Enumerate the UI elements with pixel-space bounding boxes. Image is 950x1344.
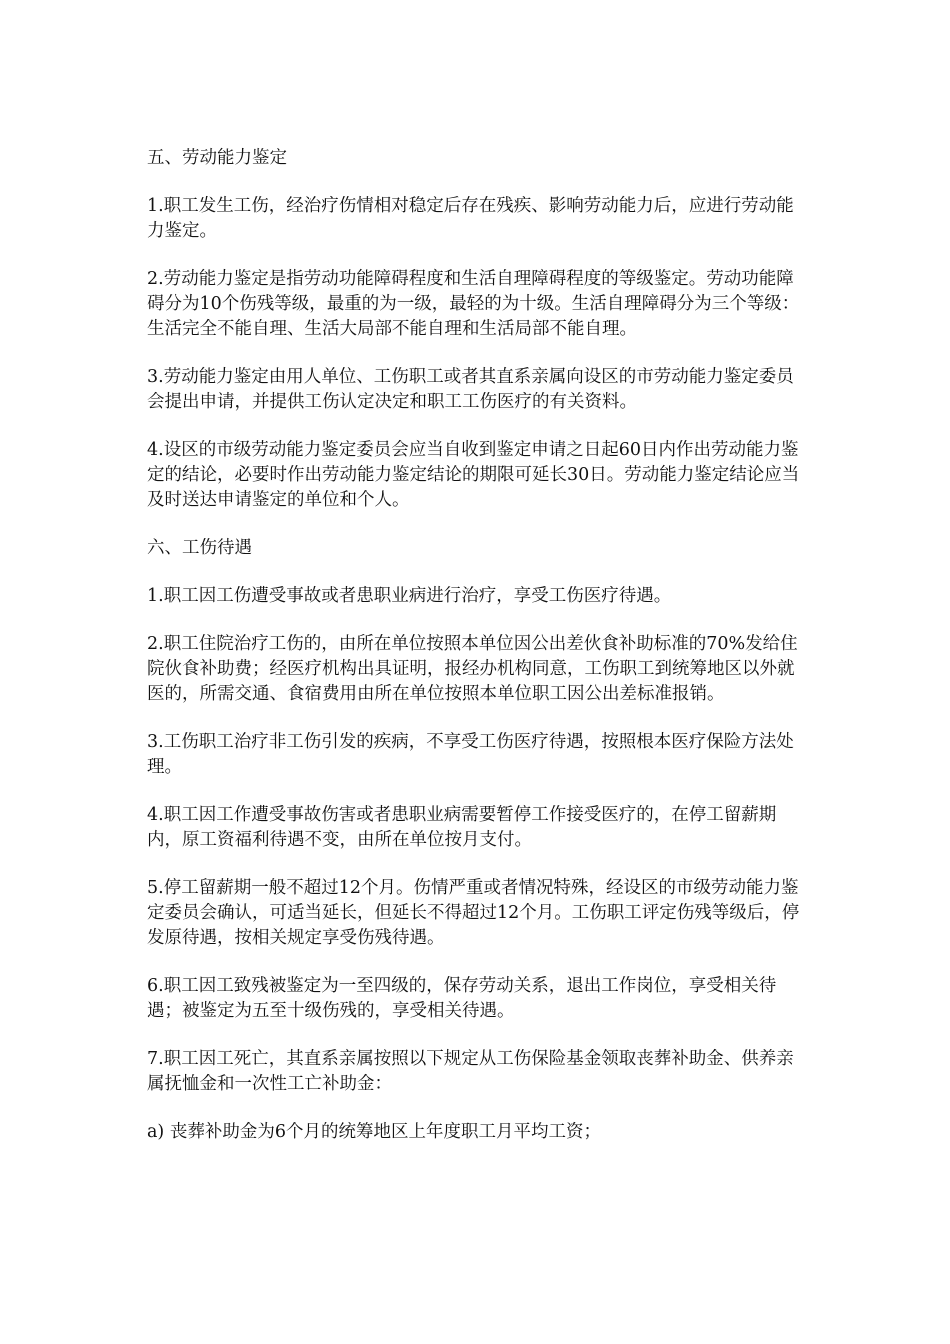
paragraph: 3.劳动能力鉴定由用人单位、工伤职工或者其直系亲属向设区的市劳动能力鉴定委员会提出申请，并提供工伤认定决定和职工工伤医疗的有关资料。 bbox=[147, 367, 794, 412]
paragraph: a) 丧葬补助金为6个月的统筹地区上年度职工月平均工资； bbox=[147, 1122, 601, 1142]
paragraph: 4.职工因工作遭受事故伤害或者患职业病需要暂停工作接受医疗的，在停工留薪期内，原工资福利待遇不变，由所在单位按月支付。 bbox=[147, 805, 777, 850]
paragraph: 3.工伤职工治疗非工伤引发的疾病，不享受工伤医疗待遇，按照根本医疗保险方法处理。 bbox=[147, 732, 794, 777]
section-heading-labor-ability-assessment: 五、劳动能力鉴定 bbox=[147, 148, 287, 168]
paragraph: 1.职工发生工伤，经治疗伤情相对稳定后存在残疾、影响劳动能力后，应进行劳动能力鉴定。 bbox=[147, 196, 794, 241]
paragraph: 7.职工因工死亡，其直系亲属按照以下规定从工伤保险基金领取丧葬补助金、供养亲属抚恤金和一次性工亡补助金： bbox=[147, 1049, 794, 1094]
paragraph: 5.停工留薪期一般不超过12个月。伤情严重或者情况特殊，经设区的市级劳动能力鉴定委员会确认，可适当延长，但延长不得超过12个月。工伤职工评定伤残等级后，停发原待遇，按相关规定享受伤残待遇。 bbox=[147, 878, 800, 948]
section-heading-injury-benefits: 六、工伤待遇 bbox=[147, 538, 252, 558]
paragraph: 2.劳动能力鉴定是指劳动功能障碍程度和生活自理障碍程度的等级鉴定。劳动功能障碍分为10个伤残等级，最重的为一级，最轻的为十级。生活自理障碍分为三个等级：生活完全不能自理、生活大局部不能自理和生活局部不能自理。 bbox=[147, 269, 800, 339]
paragraph: 2.职工住院治疗工伤的，由所在单位按照本单位因公出差伙食补助标准的70%发给住院伙食补助费；经医疗机构出具证明，报经办机构同意，工伤职工到统筹地区以外就医的，所需交通、食宿费用由所在单位按照本单位职工因公出差标准报销。 bbox=[147, 634, 798, 704]
paragraph: 4.设区的市级劳动能力鉴定委员会应当自收到鉴定申请之日起60日内作出劳动能力鉴定的结论，必要时作出劳动能力鉴定结论的期限可延长30日。劳动能力鉴定结论应当及时送达申请鉴定的单位和个人。 bbox=[147, 440, 800, 510]
document-body bbox=[147, 146, 807, 1168]
paragraph: 6.职工因工致残被鉴定为一至四级的，保存劳动关系，退出工作岗位，享受相关待遇；被鉴定为五至十级伤残的，享受相关待遇。 bbox=[147, 976, 777, 1021]
paragraph: 1.职工因工伤遭受事故或者患职业病进行治疗，享受工伤医疗待遇。 bbox=[147, 586, 672, 606]
